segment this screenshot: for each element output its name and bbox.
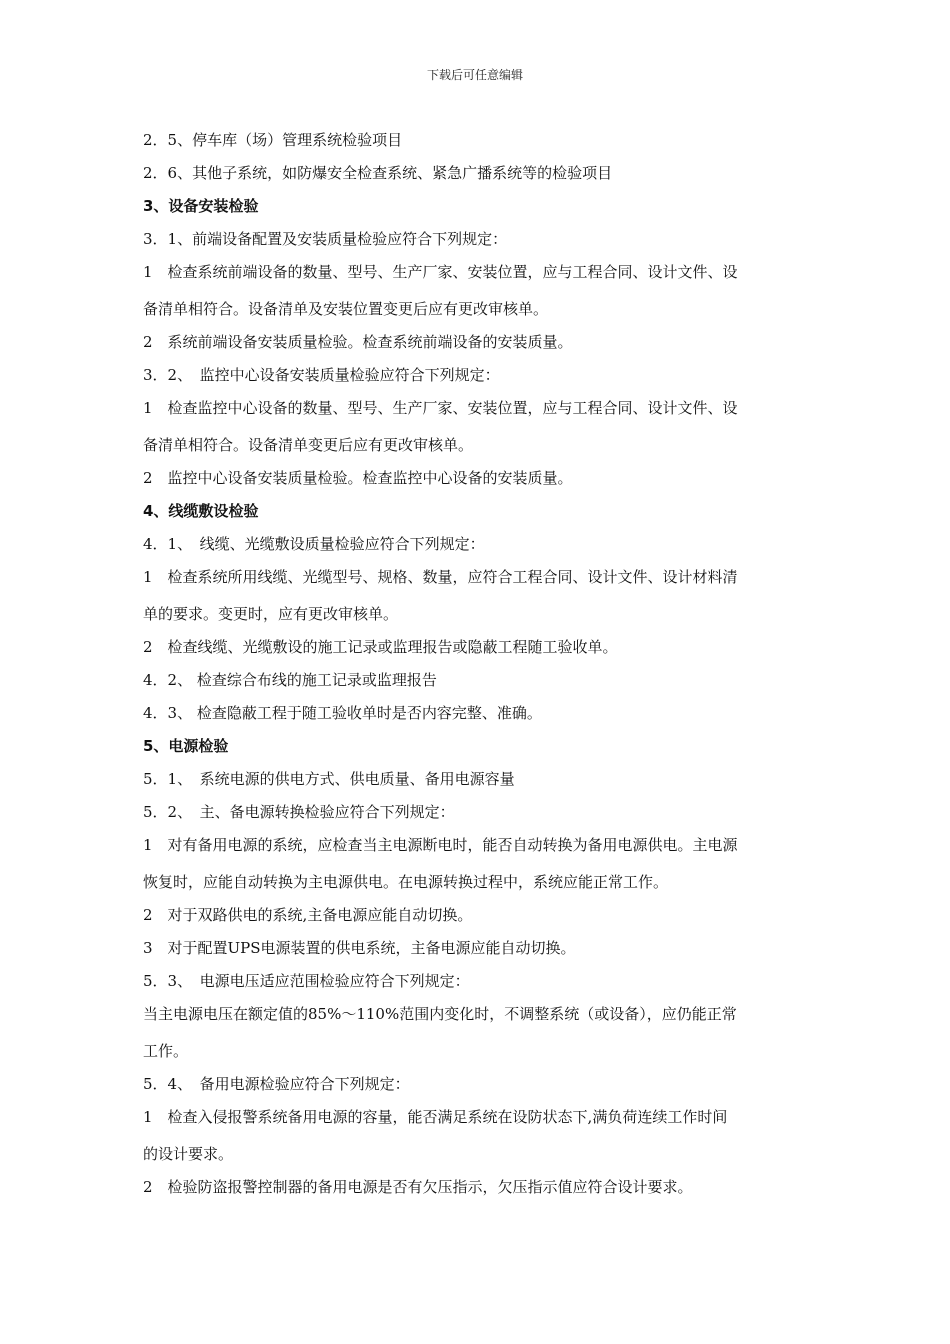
paragraph-line: 4．1、 线缆、光缆敷设质量检验应符合下列规定： xyxy=(143,535,485,553)
paragraph-line: 3．1、前端设备配置及安装质量检验应符合下列规定： xyxy=(143,230,508,248)
paragraph-line: 恢复时，应能自动转换为主电源供电。在电源转换过程中，系统应能正常工作。 xyxy=(143,873,669,891)
paragraph-line: 1 检查入侵报警系统备用电源的容量，能否满足系统在设防状态下,满负荷连续工作时间 xyxy=(143,1108,728,1126)
paragraph-line: 2．6、其他子系统，如防爆安全检查系统、紧急广播系统等的检验项目 xyxy=(143,164,613,182)
paragraph-line: 2．5、停车库（场）管理系统检验项目 xyxy=(143,131,403,149)
paragraph-line: 1 对有备用电源的系统，应检查当主电源断电时，能否自动转换为备用电源供电。主电源 xyxy=(143,836,738,854)
paragraph-line: 5．3、 电源电压适应范围检验应符合下列规定： xyxy=(143,972,470,990)
paragraph-line: 3 对于配置UPS电源装置的供电系统，主备电源应能自动切换。 xyxy=(143,939,576,957)
paragraph-line: 1 检查系统所用线缆、光缆型号、规格、数量，应符合工程合同、设计文件、设计材料清 xyxy=(143,568,738,586)
paragraph-line: 备清单相符合。设备清单变更后应有更改审核单。 xyxy=(143,436,474,454)
page-header: 下载后可任意编辑 xyxy=(426,68,523,82)
paragraph-line: 5．4、 备用电源检验应符合下列规定： xyxy=(143,1075,410,1093)
paragraph-line: 2 检查线缆、光缆敷设的施工记录或监理报告或隐蔽工程随工验收单。 xyxy=(143,638,618,656)
paragraph-line: 1 检查监控中心设备的数量、型号、生产厂家、安装位置，应与工程合同、设计文件、设 xyxy=(143,399,738,417)
paragraph-line: 当主电源电压在额定值的85%～110%范围内变化时，不调整系统（或设备），应仍能正常 xyxy=(143,1005,737,1023)
paragraph-line: 2 监控中心设备安装质量检验。检查监控中心设备的安装质量。 xyxy=(143,469,573,487)
paragraph-line: 2 检验防盗报警控制器的备用电源是否有欠压指示，欠压指示值应符合设计要求。 xyxy=(143,1178,693,1196)
paragraph-line: 2 系统前端设备安装质量检验。检查系统前端设备的安装质量。 xyxy=(143,333,573,351)
paragraph-line: 3．2、 监控中心设备安装质量检验应符合下列规定： xyxy=(143,366,500,384)
paragraph-line: 2 对于双路供电的系统,主备电源应能自动切换。 xyxy=(143,906,473,924)
section-heading: 3、设备安装检验 xyxy=(143,197,259,215)
paragraph-line: 的设计要求。 xyxy=(143,1145,234,1163)
paragraph-line: 1 检查系统前端设备的数量、型号、生产厂家、安装位置，应与工程合同、设计文件、设 xyxy=(143,263,738,281)
paragraph-line: 单的要求。变更时，应有更改审核单。 xyxy=(143,605,399,623)
paragraph-line: 4．3、 检查隐蔽工程于随工验收单时是否内容完整、准确。 xyxy=(143,704,542,722)
paragraph-line: 4．2、 检查综合布线的施工记录或监理报告 xyxy=(143,671,437,689)
section-heading: 5、电源检验 xyxy=(143,737,229,755)
paragraph-line: 工作。 xyxy=(143,1042,189,1060)
paragraph-line: 备清单相符合。设备清单及安装位置变更后应有更改审核单。 xyxy=(143,300,549,318)
document-body xyxy=(143,124,809,1204)
paragraph-line: 5．1、 系统电源的供电方式、供电质量、备用电源容量 xyxy=(143,770,515,788)
paragraph-line: 5．2、 主、备电源转换检验应符合下列规定： xyxy=(143,803,455,821)
section-heading: 4、线缆敷设检验 xyxy=(143,502,259,520)
